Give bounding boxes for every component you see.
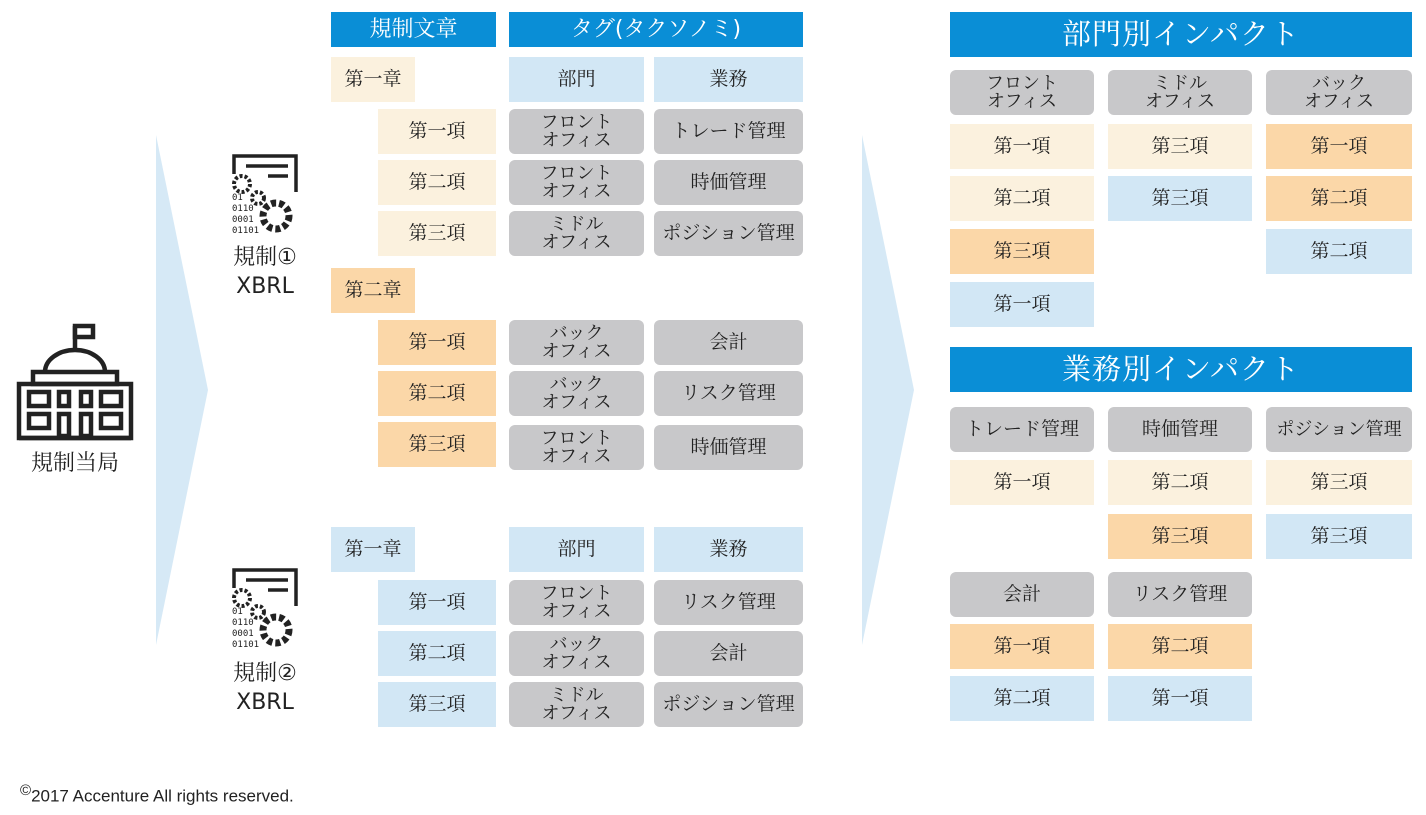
reg1-chapter-2: 第二章 <box>331 268 415 313</box>
reg1-item: 第一項 <box>378 109 496 154</box>
dept-front-office-header: フロント オフィス <box>950 70 1094 115</box>
dept-impact-item: 第二項 <box>1266 229 1412 274</box>
dept-back-office-header: バック オフィス <box>1266 70 1412 115</box>
regulation-1-name: 規制① <box>233 245 297 270</box>
right-flow-arrow <box>856 135 921 645</box>
reg1-dept-tag: フロント オフィス <box>509 160 644 205</box>
reg2-biz-tag: リスク管理 <box>654 580 803 625</box>
reg1-chapter-1: 第一章 <box>331 57 415 102</box>
regulation-document-icon-1 <box>228 152 303 242</box>
dept-impact-item: 第二項 <box>1266 176 1412 221</box>
reg1-biz-tag: リスク管理 <box>654 371 803 416</box>
reg1-item: 第二項 <box>378 160 496 205</box>
reg2-item: 第三項 <box>378 682 496 727</box>
svg-text:0110: 0110 <box>232 204 254 214</box>
biz-risk-mgmt-header: リスク管理 <box>1108 572 1252 617</box>
tags-column-header: タグ(タクソノミ) <box>509 12 803 47</box>
svg-text:0110: 0110 <box>232 618 254 628</box>
reg2-dept-tag: ミドル オフィス <box>509 682 644 727</box>
dept-impact-item: 第三項 <box>1108 176 1252 221</box>
reg1-item: 第三項 <box>378 422 496 467</box>
regulation-document-icon-2 <box>228 566 303 656</box>
biz-impact-item: 第一項 <box>950 460 1094 505</box>
biz-impact-item: 第三項 <box>1266 514 1412 559</box>
reg1-biz-tag: 時価管理 <box>654 425 803 470</box>
reg2-dept-tag: バック オフィス <box>509 631 644 676</box>
reg1-dept-tag: ミドル オフィス <box>509 211 644 256</box>
biz-impact-item: 第一項 <box>1108 676 1252 721</box>
reg1-biz-tag: ポジション管理 <box>654 211 803 256</box>
reg2-dept-tag: フロント オフィス <box>509 580 644 625</box>
svg-text:0001: 0001 <box>232 215 254 225</box>
left-flow-arrow <box>150 135 215 645</box>
government-building-icon <box>15 322 135 444</box>
reg1-dept-tag: フロント オフィス <box>509 109 644 154</box>
reg1-biz-tag: トレード管理 <box>654 109 803 154</box>
copyright-text: 2017 Accenture All rights reserved. <box>31 786 294 806</box>
biz-impact-item: 第二項 <box>1108 624 1252 669</box>
reg2-biz-header: 業務 <box>654 527 803 572</box>
biz-impact-item: 第二項 <box>950 676 1094 721</box>
copyright-symbol: © <box>20 782 32 799</box>
biz-impact-item: 第二項 <box>1108 460 1252 505</box>
reg2-dept-header: 部門 <box>509 527 644 572</box>
dept-impact-item: 第三項 <box>950 229 1094 274</box>
reg1-item: 第三項 <box>378 211 496 256</box>
reg1-dept-header: 部門 <box>509 57 644 102</box>
regulation-2-label <box>215 660 315 717</box>
biz-impact-title: 業務別インパクト <box>950 347 1412 392</box>
svg-text:0001: 0001 <box>232 629 254 639</box>
reg2-item: 第一項 <box>378 580 496 625</box>
regulation-2-name: 規制② <box>233 661 297 686</box>
copyright-notice <box>20 782 294 807</box>
regulation-1-format: XBRL <box>236 273 294 299</box>
regulation-1-label <box>215 244 315 301</box>
regulation-2-format: XBRL <box>236 689 294 715</box>
biz-impact-item: 第一項 <box>950 624 1094 669</box>
svg-text:01: 01 <box>232 607 243 617</box>
dept-impact-title: 部門別インパクト <box>950 12 1412 57</box>
dept-impact-item: 第三項 <box>1108 124 1252 169</box>
reg1-item: 第一項 <box>378 320 496 365</box>
biz-position-mgmt-header: ポジション管理 <box>1266 407 1412 452</box>
reg2-biz-tag: 会計 <box>654 631 803 676</box>
dept-impact-item: 第一項 <box>950 124 1094 169</box>
reg1-biz-header: 業務 <box>654 57 803 102</box>
reg1-dept-tag: バック オフィス <box>509 371 644 416</box>
svg-text:01101: 01101 <box>232 640 260 650</box>
dept-impact-item: 第一項 <box>950 282 1094 327</box>
text-column-header: 規制文章 <box>331 12 496 47</box>
reg1-dept-tag: フロント オフィス <box>509 425 644 470</box>
biz-impact-item: 第三項 <box>1108 514 1252 559</box>
reg1-biz-tag: 会計 <box>654 320 803 365</box>
dept-middle-office-header: ミドル オフィス <box>1108 70 1252 115</box>
svg-text:01101: 01101 <box>232 226 260 236</box>
reg1-biz-tag: 時価管理 <box>654 160 803 205</box>
biz-valuation-mgmt-header: 時価管理 <box>1108 407 1252 452</box>
biz-impact-item: 第三項 <box>1266 460 1412 505</box>
biz-trade-mgmt-header: トレード管理 <box>950 407 1094 452</box>
dept-impact-item: 第二項 <box>950 176 1094 221</box>
svg-text:01: 01 <box>232 193 243 203</box>
reg1-item: 第二項 <box>378 371 496 416</box>
authority-label: 規制当局 <box>30 451 119 476</box>
reg1-dept-tag: バック オフィス <box>509 320 644 365</box>
reg2-biz-tag: ポジション管理 <box>654 682 803 727</box>
biz-accounting-header: 会計 <box>950 572 1094 617</box>
reg2-chapter-1: 第一章 <box>331 527 415 572</box>
reg2-item: 第二項 <box>378 631 496 676</box>
dept-impact-item: 第一項 <box>1266 124 1412 169</box>
